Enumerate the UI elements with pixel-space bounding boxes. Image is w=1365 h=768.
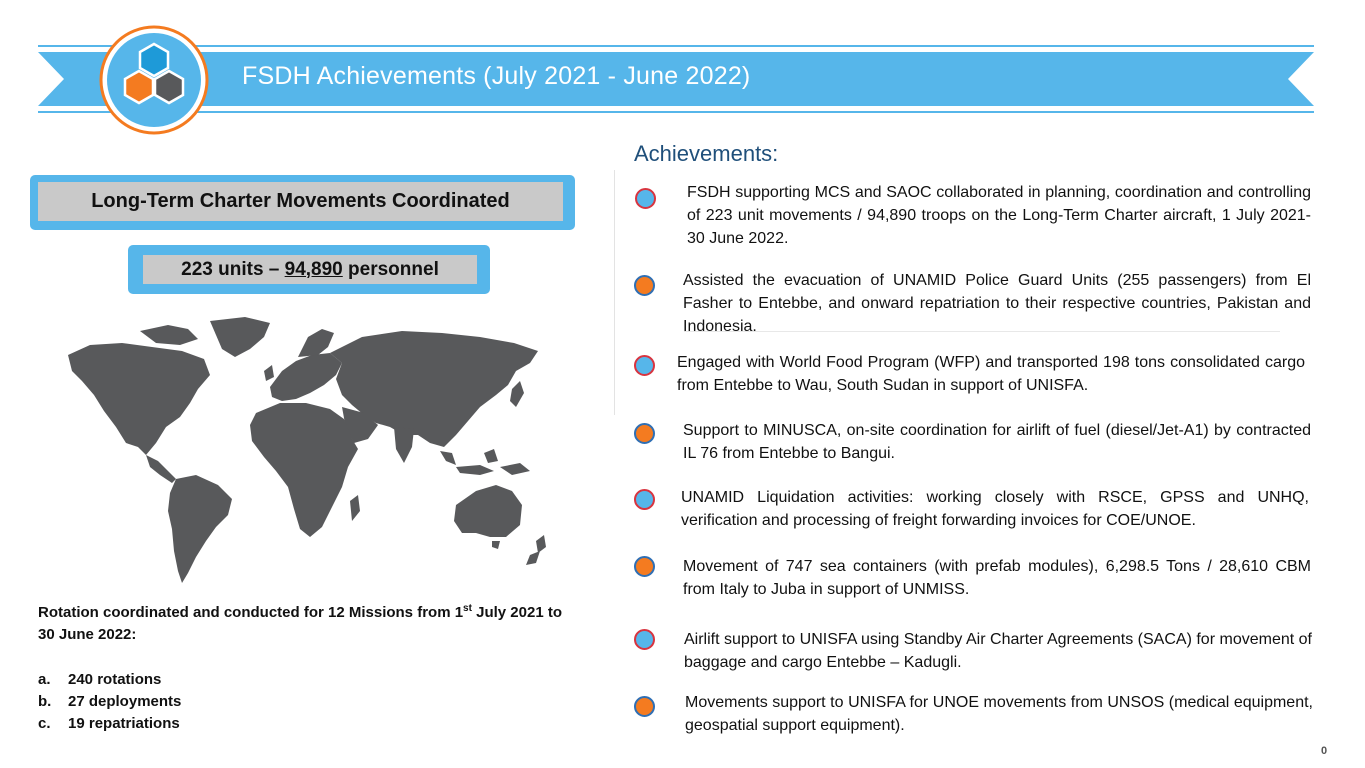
rotation-ordinal: st	[463, 603, 472, 614]
map-japan	[510, 381, 524, 407]
personnel-count: 94,890	[284, 258, 343, 280]
units-personnel-box	[128, 245, 490, 294]
map-greenland	[210, 317, 270, 357]
map-north-america	[68, 343, 210, 455]
achievement-item: Airlift support to UNISFA using Standby Air Charter Agreements (SACA) for movement of baggage and cargo Entebbe – Kadugli.	[684, 631, 1312, 671]
map-south-america	[168, 475, 232, 583]
rotation-summary	[38, 602, 578, 646]
rotation-list-item	[38, 713, 181, 735]
fsdh-logo	[98, 24, 210, 136]
achievement-item: FSDH supporting MCS and SAOC collaborated in planning, coordination and controlling of 223 unit movements / 94,890 troops on the Long-Term Charter aircraft, 1 July 2021-30 June 2022.	[687, 184, 1311, 247]
bullet-blue-icon	[634, 355, 655, 376]
achievement-item: Support to MINUSCA, on-site coordination for airlift of fuel (diesel/Jet-A1) by contracted IL 76 from Entebbe to Bangui.	[683, 422, 1311, 462]
units-suffix: personnel	[342, 258, 439, 280]
rotation-text: Rotation coordinated and conducted for 12 Missions from 1	[38, 604, 464, 621]
divider-vertical	[614, 170, 615, 415]
achievement-item: Movements support to UNISFA for UNOE movements from UNSOS (medical equipment, geospatial support equipment).	[685, 694, 1313, 734]
map-arctic-islands	[140, 325, 198, 345]
achievement-item: Engaged with World Food Program (WFP) and transported 198 tons consolidated cargo from Entebbe to Wau, South Sudan in support of UNISFA.	[677, 354, 1305, 394]
achievement-item: UNAMID Liquidation activities: working closely with RSCE, GPSS and UNHQ, verification and processing of freight forwarding invoices for COE/UNOE.	[681, 489, 1309, 529]
list-letter: b.	[38, 693, 52, 710]
rotation-list-item	[38, 691, 181, 713]
bullet-blue-icon	[634, 629, 655, 650]
list-letter: a.	[38, 671, 51, 688]
bullet-orange-icon	[634, 275, 655, 296]
achievements-heading: Achievements:	[634, 141, 779, 166]
achievement-item: Assisted the evacuation of UNAMID Police Guard Units (255 passengers) from El Fasher to Entebbe, and onward repatriation to their respective countries, Pakistan and Indonesia.	[683, 272, 1311, 335]
units-prefix: 223 units –	[181, 258, 285, 280]
units-personnel-label	[143, 255, 477, 284]
hex-gray-icon	[155, 71, 183, 103]
map-india	[394, 427, 414, 463]
map-europe	[270, 353, 342, 401]
list-text: 27 deployments	[68, 693, 182, 710]
map-uk	[264, 365, 274, 381]
list-text: 240 rotations	[68, 671, 162, 688]
ltc-label-box	[30, 175, 575, 230]
bullet-blue-icon	[635, 188, 656, 209]
hex-orange-icon	[125, 71, 153, 103]
map-tasmania	[492, 541, 500, 549]
bullet-orange-icon	[634, 556, 655, 577]
page-title: FSDH Achievements (July 2021 - June 2022)	[242, 62, 751, 90]
map-scandinavia	[298, 329, 334, 357]
world-map-image	[60, 315, 560, 590]
hex-blue-icon	[140, 44, 168, 76]
bullet-blue-icon	[634, 489, 655, 510]
achievement-item: Movement of 747 sea containers (with prefab modules), 6,298.5 Tons / 28,610 CBM from Italy to Juba in support of UNMISS.	[683, 558, 1311, 598]
list-text: 19 repatriations	[68, 715, 180, 732]
rotation-list-item	[38, 669, 181, 691]
rotation-text-end: July 2021 to 30 June 2022:	[38, 604, 562, 643]
map-new-zealand	[526, 535, 546, 565]
bullet-orange-icon	[634, 696, 655, 717]
map-central-america	[146, 455, 176, 483]
map-se-asia	[440, 449, 530, 475]
map-madagascar	[350, 495, 360, 521]
rotation-list	[38, 669, 181, 735]
map-africa	[250, 403, 358, 537]
bullet-orange-icon	[634, 423, 655, 444]
page-number: 0	[1321, 745, 1328, 757]
list-letter: c.	[38, 715, 51, 732]
ltc-label: Long-Term Charter Movements Coordinated	[38, 182, 563, 221]
map-australia	[454, 485, 522, 537]
